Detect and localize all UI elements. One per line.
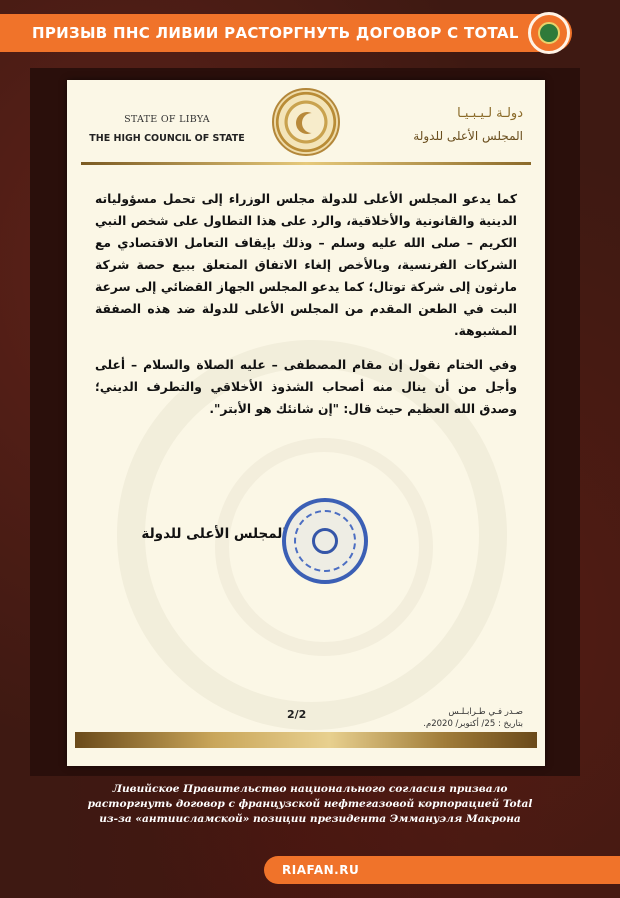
page-title: ПРИЗЫВ ПНС ЛИВИИ РАСТОРГНУТЬ ДОГОВОР С TOTAL (32, 24, 519, 42)
header-banner (0, 14, 572, 52)
header-divider (81, 162, 531, 165)
source-badge (264, 856, 620, 884)
issued-place: صـدر فـي طـرابـلـس (448, 707, 523, 717)
footer-divider (75, 732, 537, 748)
letterhead-arabic (373, 106, 523, 143)
paragraph-2: وفي الختام نقول إن مقام المصطفى – عليه الصلاة والسلام – أعلى وأجل من أن ينال منه أصحاب الشذوذ الأخلاقي والتطرف الديني؛ وصدق الله العظيم حيث قال: "إن شانئك هو الأبتر". (95, 358, 517, 416)
photo-caption (40, 782, 580, 827)
libya-emblem-icon (528, 12, 570, 54)
issue-info (393, 706, 523, 730)
issued-date: بتاريخ : 25/ أكتوبر/ 2020م. (423, 719, 523, 729)
letterhead-state-ar: دولـة لـيـبـيـا (457, 106, 523, 121)
state-seal-icon (272, 88, 340, 156)
letterhead-english (87, 114, 247, 144)
letterhead-council: THE HIGH COUNCIL OF STATE (89, 133, 245, 144)
source-link[interactable]: RIAFAN.RU (282, 863, 360, 877)
letter-body (95, 188, 517, 432)
caption-line-1: Ливийское Правительство национального согласия призвало (112, 783, 508, 795)
letterhead-state: STATE OF LIBYA (124, 114, 210, 125)
letterhead-council-ar: المجلس الأعلى للدولة (413, 129, 523, 143)
signature: المجلس الأعلى للدولة (141, 526, 287, 542)
official-stamp-icon (282, 498, 368, 584)
letter-document (67, 80, 545, 766)
page-number: 2/2 (287, 708, 307, 721)
caption-line-2: расторгнуть договор с французской нефтегазовой корпорацией Total (87, 798, 533, 810)
caption-line-3: из-за «антиисламской» позиции президента Эммануэля Макрона (99, 813, 521, 825)
paragraph-1: كما يدعو المجلس الأعلى للدولة مجلس الوزراء إلى تحمل مسؤولياته الدينية والقانونية والأخلاقية، والرد على هذا التطاول على شخص النبي الكريم – صلى الله عليه وسلم – وذلك بإيقاف التعامل الاقتصادي مع الشركات الفرنسية، وبالأخص إلغاء الاتفاق المتعلق ببيع حصة شركة مارثون إلى شركة توتال؛ كما يدعو المجلس الجهاز القضائي إلى سرعة البت في الطعن المقدم من المجلس الأعلى للدولة ضد هذه الصفقة المشبوهة. (95, 192, 517, 338)
